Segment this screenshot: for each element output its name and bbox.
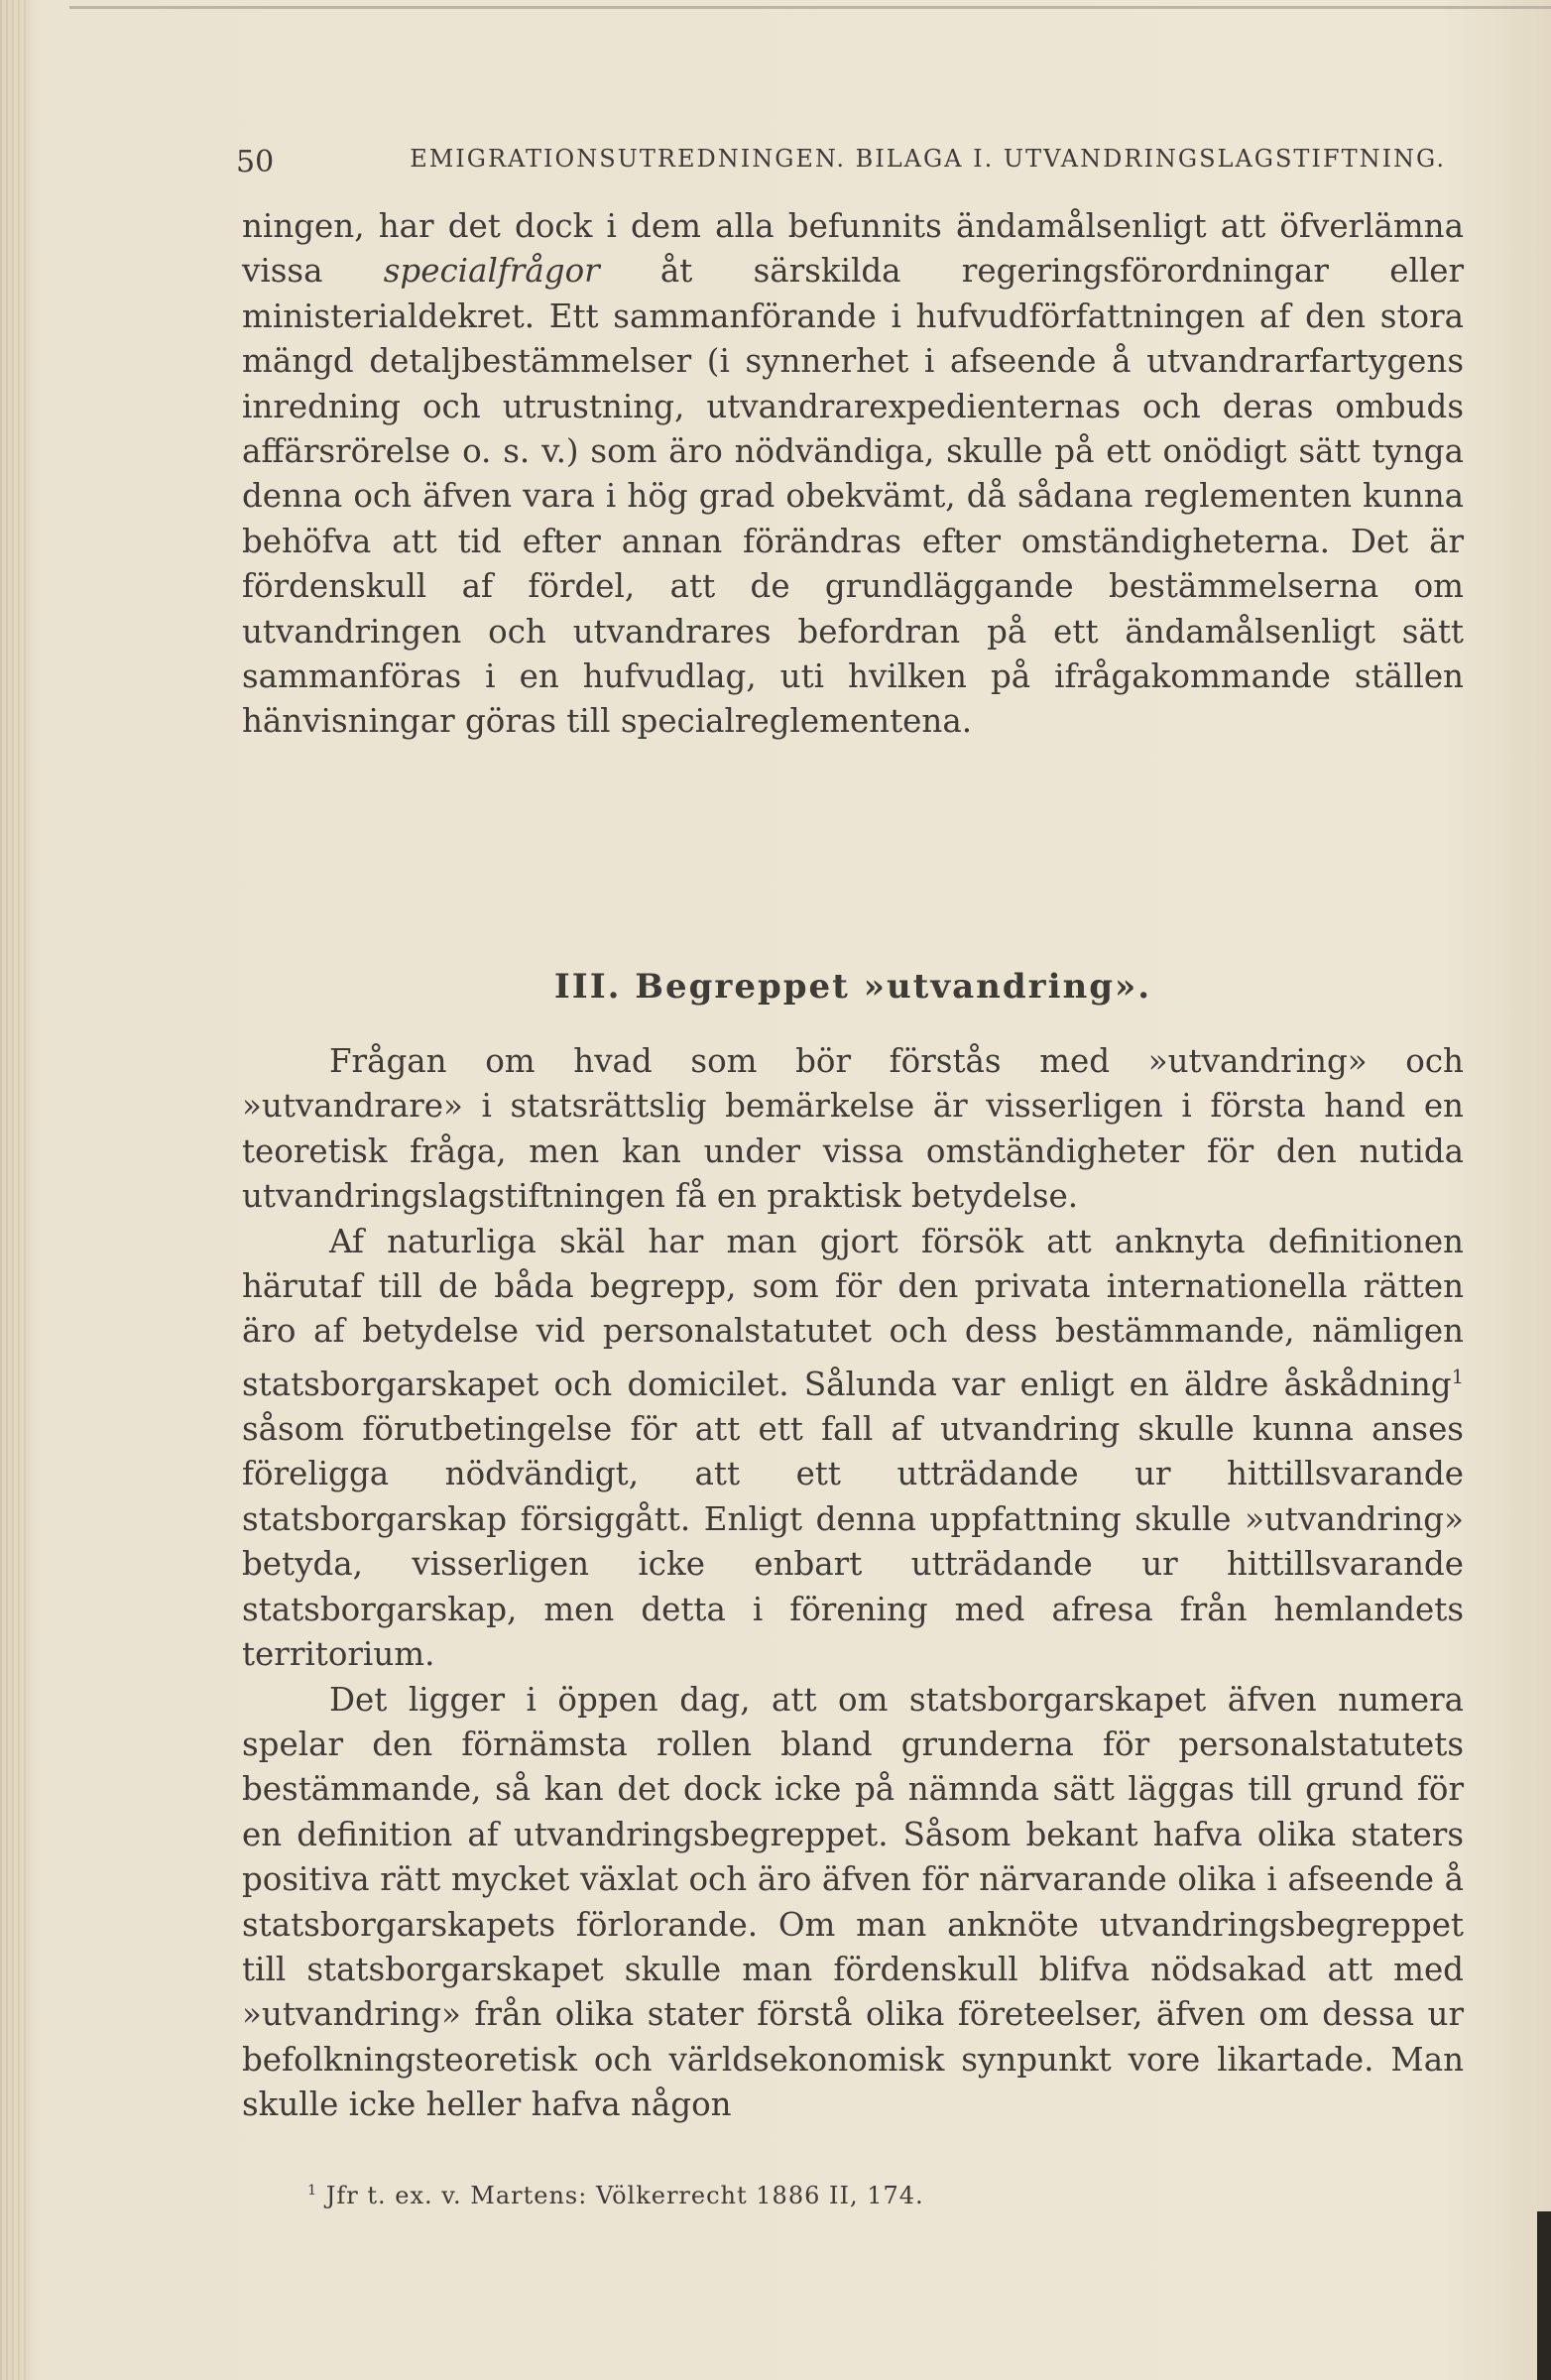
footnote-text: Jfr t. ex. v. Martens: Völkerrecht 1886 II, 174. (325, 2182, 924, 2209)
top-edge-line (69, 6, 1551, 9)
paragraph-2: Frågan om hvad som bör förstås med »utvandring» och »utvandrare» i statsrättslig bemärkelse är visserligen i första hand en teoretisk fråga, men kan under vissa omständigheter för den nutida utvandringslagstiftningen få en praktisk betydelse. (242, 1042, 1464, 1216)
footnote-reference[interactable]: 1 (1451, 1365, 1464, 1388)
binding-edge (0, 0, 30, 2380)
paragraph-continuation (242, 204, 1464, 745)
section-heading: III. Begreppet »utvandring». (553, 967, 1152, 1007)
running-title: EMIGRATIONSUTREDNINGEN. BILAGA I. UTVANDRINGSLAGSTIFTNING. (410, 145, 1446, 173)
paragraph-3: Af naturliga skäl har man gjort försök att anknyta definitionen härutaf till de båda begrepp, som för den privata internationella rätten äro af betydelse vid personalstatutet och dess bestämmande, nämligen statsborgarskapet och domicilet. Sålunda var enligt en äldre åskådning$^1$ såsom förutbetingelse för att ett fall af utvandring skulle kunna anses föreligga nödvändigt, att ett utträdande ur hittillsvarande statsborgarskap försiggått. Enligt denna uppfattning skulle »utvandring» betyda, visserligen icke enbart utträdande ur hittillsvarande statsborgarskap, men detta i förening med afresa från hemlandets territorium. (242, 1222, 1464, 1674)
footnote (307, 2182, 1398, 2209)
footnote-marker: 1 (307, 2183, 318, 2199)
section-body (242, 1039, 1464, 2128)
italic-term: specialfrågor (383, 252, 600, 291)
paragraph-1: ningen, har det dock i dem alla befunnits ändamålsenligt att öfverlämna vissa specialfrågor åt särskilda regeringsförordningar eller ministerialdekret. Ett sammanförande i hufvudförfattningen af den stora mängd detaljbestämmelser (i synnerhet i afseende å utvandrarfartygens inredning och utrustning, utvandrarexpedienternas och deras ombuds affärsrörelse o. s. v.) som äro nödvändiga, skulle på ett onödigt sätt tynga denna och äfven vara i hög grad obekvämt, då sådana reglementen kunna behöfva att tid efter annan förändras efter omständigheterna. Det är fördenskull af fördel, att de grundläggande bestämmelserna om utvandringen och utvandrares befordran på ett ändamålsenligt sätt sammanföras i en hufvudlag, uti hvilken på ifrågakommande ställen hänvisningar göras till specialreglementena. (242, 207, 1464, 741)
page-edge-mark (1537, 2211, 1551, 2380)
paragraph-4: Det ligger i öppen dag, att om statsborgarskapet äfven numera spelar den förnämsta rollen bland grunderna för personalstatutets bestämmande, så kan det dock icke på nämnda sätt läggas till grund för en definition af utvandringsbegreppet. Såsom bekant hafva olika staters positiva rätt mycket växlat och äro äfven för närvarande olika i afseende å statsborgarskapets förlorande. Om man anknöte utvandringsbegreppet till statsborgarskapet skulle man fördenskull blifva nödsakad att med »utvandring» från olika stater förstå olika företeelser, äfven om dessa ur befolkningsteoretisk och världsekonomisk synpunkt vore likartade. Man skulle icke heller hafva någon (242, 1680, 1464, 2124)
running-header (236, 145, 1446, 179)
page-number: 50 (236, 145, 275, 179)
